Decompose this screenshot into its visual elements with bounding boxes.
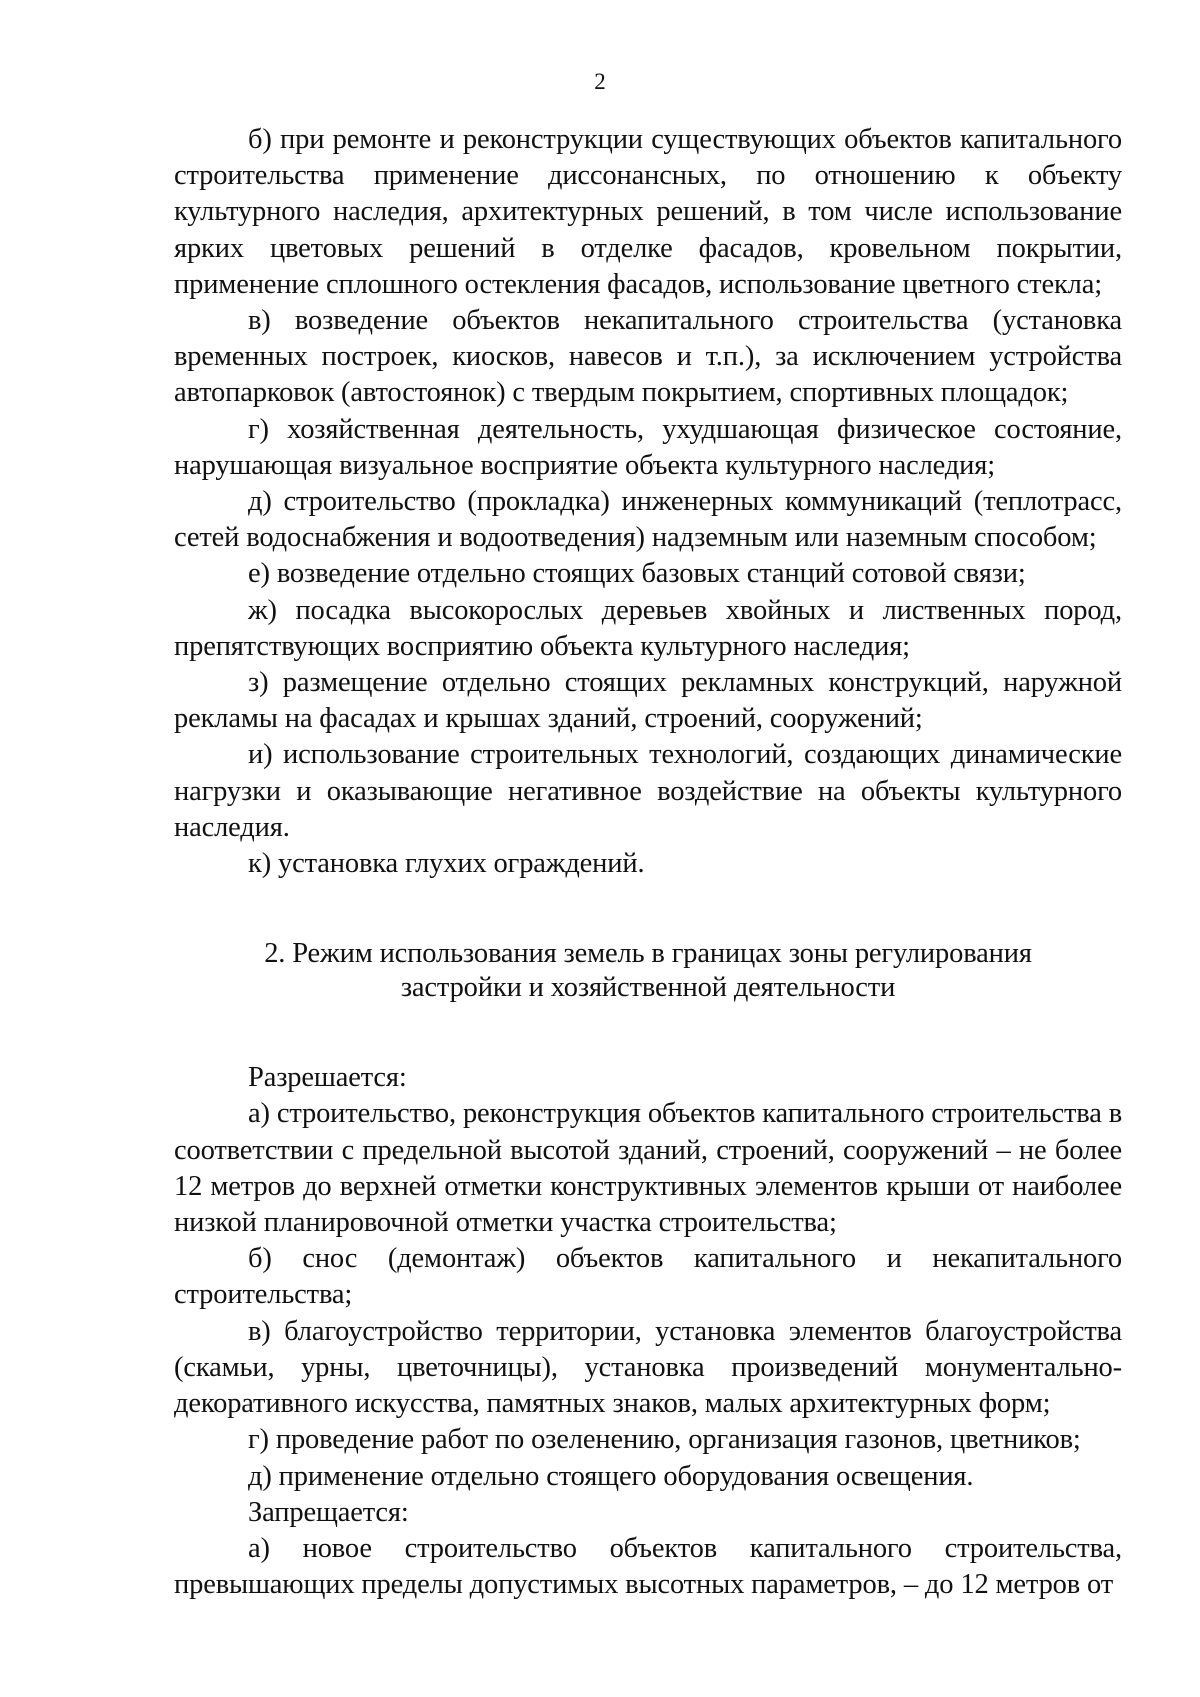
section-heading <box>174 937 1122 1005</box>
list-item-zh: ж) посадка высокорослых деревьев хвойных и лиственных пород, препятствующих восприятию объекта культурного наследия; <box>174 594 1122 662</box>
allowed-item-v: в) благоустройство территории, установка элементов благоустройства (скамьи, урны, цветочницы), установка произведений монументально-декоративного искусства, памятных знаков, малых архитектурных форм; <box>174 1315 1122 1420</box>
forbidden-item-a: а) новое строительство объектов капитального строительства, превышающих пределы допустимых высотных параметров, – до 12 метров от <box>174 1532 1122 1601</box>
allowed-item-g: г) проведение работ по озеленению, организация газонов, цветников; <box>248 1424 1081 1456</box>
list-item-e: е) возведение отдельно стоящих базовых станций сотовой связи; <box>248 558 1026 590</box>
list-item-b: б) при ремонте и реконструкции существующих объектов капитального строительства применение диссонансных, по отношению к объекту культурного наследия, архитектурных решений, в том числе использование ярких цветовых решений в отделке фасадов, кровельном покрытии, применение сплошного остекления фасадов, использование цветного стекла; <box>174 124 1122 300</box>
list-item-v: в) возведение объектов некапитального строительства (установка временных построек, киосков, навесов и т.п.), за исключением устройства автопарковок (автостоянок) с твердым покрытием, спортивных площадок; <box>174 305 1122 409</box>
document-body <box>174 122 1122 1603</box>
list-item-d: д) строительство (прокладка) инженерных коммуникаций (теплотрасс, сетей водоснабжения и водоотведения) надземным или наземным способом; <box>174 486 1122 554</box>
forbidden-label: Запрещается: <box>248 1496 409 1528</box>
list-item-z: з) размещение отдельно стоящих рекламных конструкций, наружной рекламы на фасадах и крышах зданий, строений, сооружений; <box>174 667 1122 735</box>
allowed-item-b: б) снос (демонтаж) объектов капитального и некапитального строительства; <box>174 1243 1122 1311</box>
list-item-k: к) установка глухих ограждений. <box>248 848 645 880</box>
allowed-label: Разрешается: <box>248 1062 407 1094</box>
list-item-g: г) хозяйственная деятельность, ухудшающая физическое состояние, нарушающая визуальное восприятие объекта культурного наследия; <box>174 413 1122 481</box>
section-heading-line-1: 2. Режим использования земель в границах зоны регулирования <box>264 938 1032 970</box>
allowed-item-a: а) строительство, реконструкция объектов капитального строительства в соответствии с предельной высотой зданий, строений, сооружений – не более 12 метров до верхней отметки конструктивных элементов крыши от наиболее низкой планировочной отметки участка строительства; <box>174 1098 1122 1239</box>
page-number: 2 <box>594 69 606 94</box>
section-heading-line-2: застройки и хозяйственной деятельности <box>400 972 896 1004</box>
allowed-item-d: д) применение отдельно стоящего оборудования освещения. <box>248 1460 974 1492</box>
list-item-i: и) использование строительных технологий, создающих динамические нагрузки и оказывающие негативное воздействие на объекты культурного наследия. <box>174 739 1122 843</box>
